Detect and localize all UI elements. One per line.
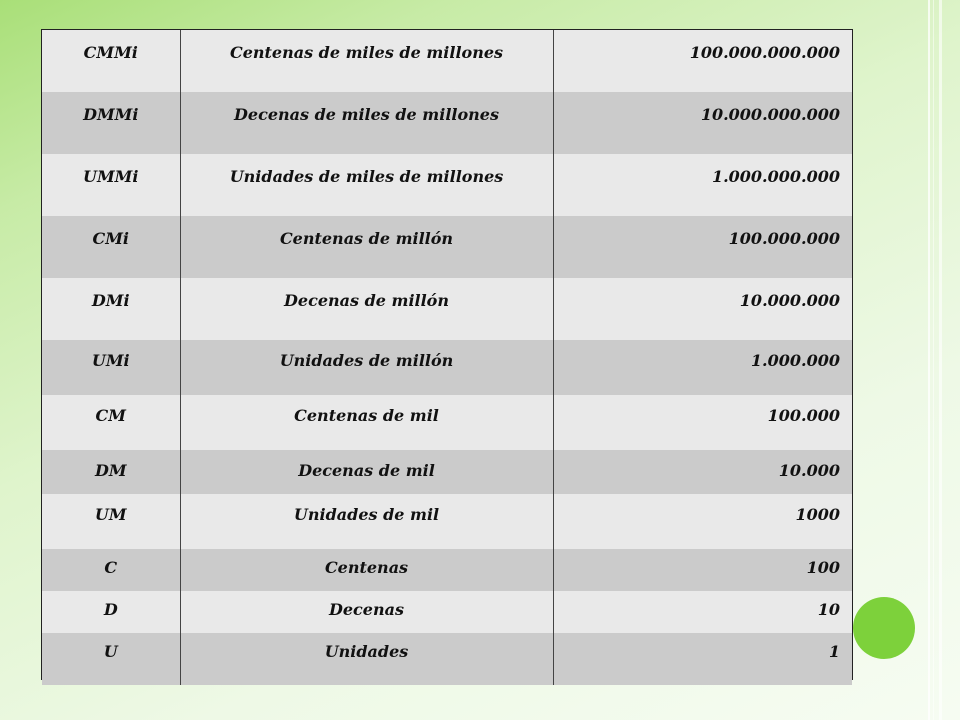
row-place-name: Unidades de millón	[180, 340, 553, 395]
green-circle-decoration	[853, 597, 915, 659]
table-row	[42, 450, 852, 494]
row-value: 1.000.000	[553, 340, 852, 395]
table-row	[42, 591, 852, 633]
row-value: 100.000.000.000	[553, 30, 852, 92]
row-value: 1	[553, 633, 852, 685]
row-abbreviation: DMi	[42, 278, 180, 340]
table-row	[42, 278, 852, 340]
row-abbreviation: DMMi	[42, 92, 180, 154]
row-abbreviation: UMMi	[42, 154, 180, 216]
row-place-name: Decenas de mil	[180, 450, 553, 494]
table-row	[42, 154, 852, 216]
row-place-name: Decenas de miles de millones	[180, 92, 553, 154]
row-value: 1.000.000.000	[553, 154, 852, 216]
row-value: 1000	[553, 494, 852, 549]
row-abbreviation: C	[42, 549, 180, 591]
row-abbreviation: CMMi	[42, 30, 180, 92]
row-abbreviation: CMi	[42, 216, 180, 278]
table-row	[42, 92, 852, 154]
row-place-name: Centenas de millón	[180, 216, 553, 278]
place-value-table	[41, 29, 853, 680]
row-abbreviation: U	[42, 633, 180, 685]
slide-edge-line	[939, 0, 942, 720]
row-abbreviation: UMi	[42, 340, 180, 395]
row-value: 10.000	[553, 450, 852, 494]
row-place-name: Unidades de mil	[180, 494, 553, 549]
row-place-name: Unidades	[180, 633, 553, 685]
row-value: 100	[553, 549, 852, 591]
table-row	[42, 633, 852, 685]
table-row	[42, 30, 852, 92]
row-abbreviation: CM	[42, 395, 180, 450]
row-abbreviation: UM	[42, 494, 180, 549]
row-place-name: Decenas de millón	[180, 278, 553, 340]
row-place-name: Decenas	[180, 591, 553, 633]
row-value: 100.000	[553, 395, 852, 450]
row-place-name: Unidades de miles de millones	[180, 154, 553, 216]
row-value: 10.000.000	[553, 278, 852, 340]
table-row	[42, 340, 852, 395]
row-value: 10.000.000.000	[553, 92, 852, 154]
table-row	[42, 395, 852, 450]
slide-edge-line	[928, 0, 930, 720]
row-abbreviation: DM	[42, 450, 180, 494]
slide-edge-line	[933, 0, 934, 720]
row-place-name: Centenas	[180, 549, 553, 591]
row-place-name: Centenas de miles de millones	[180, 30, 553, 92]
row-value: 10	[553, 591, 852, 633]
row-abbreviation: D	[42, 591, 180, 633]
table-row	[42, 549, 852, 591]
table-row	[42, 216, 852, 278]
place-value-grid	[42, 30, 852, 685]
row-value: 100.000.000	[553, 216, 852, 278]
table-row	[42, 494, 852, 549]
row-place-name: Centenas de mil	[180, 395, 553, 450]
